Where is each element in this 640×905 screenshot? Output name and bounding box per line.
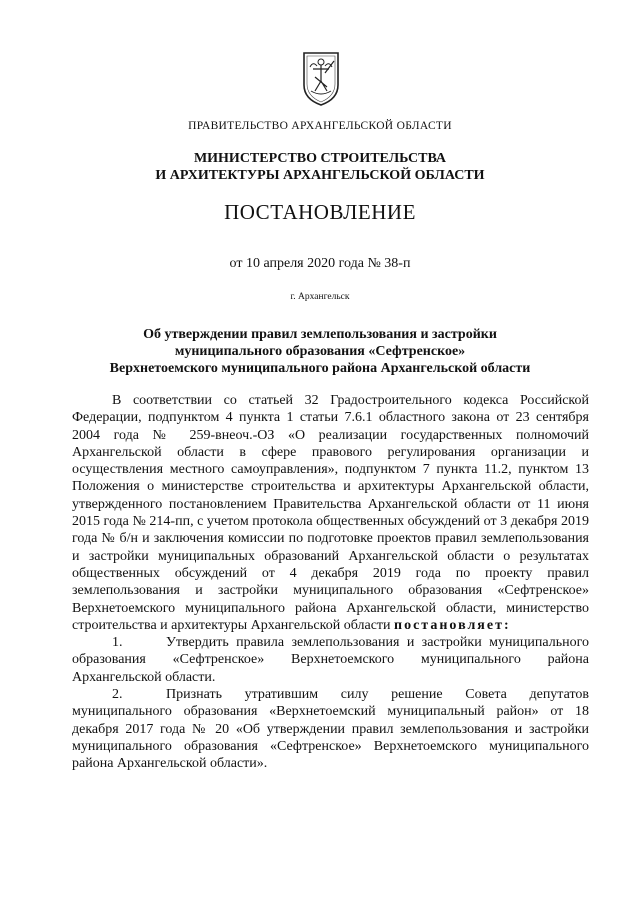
item-2 [72, 686, 589, 772]
subject-line-1: Об утверждении правил землепользования и застройки [143, 327, 497, 342]
city: г. Архангельск [290, 292, 350, 302]
document-body [72, 392, 589, 773]
item-2-text: Признать утратившим силу решение Совета депутатов муниципального образования «Верхнетоемский муниципальный район» от 18 декабря 2017 года № 20 «Об утверждении правил землепользования и застройки муниципального образования «Сефтренское» Верхнетоемского муниципального района Архангельской области». [72, 687, 589, 772]
item-1-text: Утвердить правила землепользования и застройки муниципального образования «Сефтренское» Верхнетоемского муниципального района Архангельской области. [72, 635, 589, 685]
subject-line-3: Верхнетоемского муниципального района Архангельской области [109, 361, 531, 376]
subject-line-2: муниципального образования «Сефтренское» [174, 344, 466, 359]
ministry-name [0, 150, 640, 184]
preamble-paragraph [72, 392, 589, 634]
government-name: ПРАВИТЕЛЬСТВО АРХАНГЕЛЬСКОЙ ОБЛАСТИ [188, 120, 452, 132]
date-and-number: от 10 апреля 2020 года № 38-п [229, 256, 411, 271]
ministry-line-2: И АРХИТЕКТУРЫ АРХАНГЕЛЬСКОЙ ОБЛАСТИ [155, 168, 485, 183]
item-1-number: 1. [112, 635, 123, 651]
item-1 [72, 634, 589, 686]
arkhangelsk-coat-of-arms-icon [301, 47, 341, 107]
ministry-line-1: МИНИСТЕРСТВО СТРОИТЕЛЬСТВА [193, 151, 447, 166]
preamble-text: В соответствии со статьей 32 Градостроительного кодекса Российской Федерации, подпунктом 4 пункта 1 статьи 7.6.1 областного закона от 23 сентября 2004 года № 259-внеоч.-ОЗ «О реализации государственных полномочий Архангельской области в сфере правового регулирования организации и осуществления местного самоуправления», подпунктом 7 пункта 11.2, пунктом 13 Положения о министерстве строительства и архитектуры Архангельской области, утвержденного постановлением Правительства Архангельской области от 11 июня 2015 года № 214-пп, с учетом протокола общественных обсуждений от 3 декабря 2019 года № б/н и заключения комиссии по подготовке проектов правил землепользования и застройки муниципальных образований Архангельской области о результатах общественных обсуждений от 4 декабря 2019 года по проекту правил землепользования и застройки муниципального образования «Сефтренское» Верхнетоемского муниципального района Архангельской области, министерство строительства и архитектуры Архангельской области [72, 393, 589, 633]
document-type: ПОСТАНОВЛЕНИЕ [224, 200, 416, 224]
document-subject [72, 326, 568, 377]
item-2-number: 2. [112, 687, 123, 703]
decree-word: постановляет: [394, 617, 511, 633]
